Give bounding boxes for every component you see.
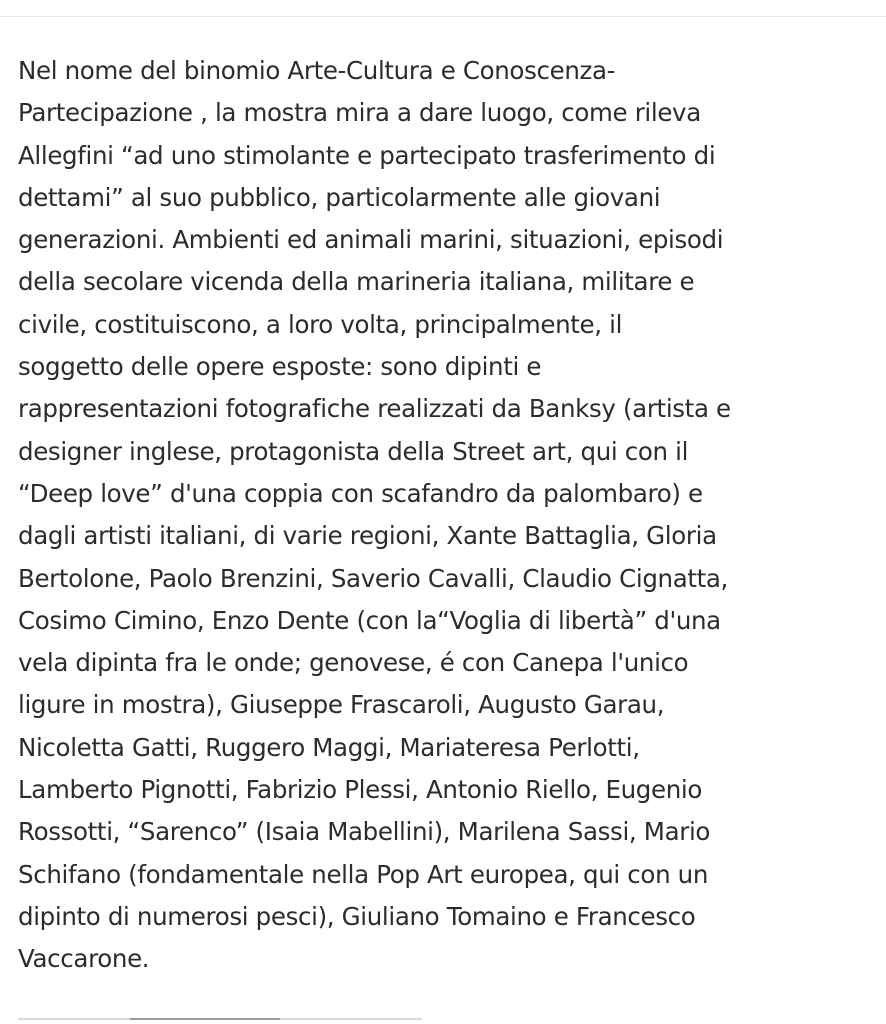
paragraph-line: Rossotti, “Sarenco” (Isaia Mabellini), Marilena Sassi, Mario — [18, 817, 711, 847]
paragraph-line: Allegfini “ad uno stimolante e partecipato trasferimento di — [18, 140, 716, 170]
paragraph-line: Partecipazione , la mostra mira a dare luogo, come rileva — [18, 98, 701, 128]
paragraph-line: vela dipinta fra le onde; genovese, é con Canepa l'unico — [18, 648, 689, 678]
paragraph-line: della secolare vicenda della marineria italiana, militare e — [18, 267, 695, 297]
paragraph-line: soggetto delle opere esposte: sono dipinti e — [18, 352, 542, 382]
paragraph-line: Vaccarone. — [18, 944, 150, 974]
paragraph-line: Lamberto Pignotti, Fabrizio Plessi, Antonio Riello, Eugenio — [18, 775, 703, 805]
paragraph-line: Bertolone, Paolo Brenzini, Saverio Cavalli, Claudio Cignatta, — [18, 563, 728, 593]
paragraph-line: civile, costituiscono, a loro volta, principalmente, il — [18, 309, 623, 339]
paragraph-line: rappresentazioni fotografiche realizzati da Banksy (artista e — [18, 394, 731, 424]
article-body — [18, 50, 878, 981]
paragraph-line: designer inglese, protagonista della Street art, qui con il — [18, 436, 689, 466]
top-divider — [0, 16, 886, 17]
paragraph-line: dagli artisti italiani, di varie regioni, Xante Battaglia, Gloria — [18, 521, 717, 551]
paragraph-line: Schifano (fondamentale nella Pop Art europea, qui con un — [18, 859, 709, 889]
paragraph-line: Cosimo Cimino, Enzo Dente (con la“Voglia di libertà” d'una — [18, 605, 721, 635]
paragraph-line: dipinto di numerosi pesci), Giuliano Tomaino e Francesco — [18, 901, 696, 931]
paragraph-line: dettami” al suo pubblico, particolarmente alle giovani — [18, 182, 661, 212]
paragraph-line: Nicoletta Gatti, Ruggero Maggi, Mariateresa Perlotti, — [18, 732, 640, 762]
bottom-divider-accent — [130, 1018, 280, 1020]
paragraph-line: Nel nome del binomio Arte-Cultura e Conoscenza- — [18, 56, 616, 85]
paragraph-line: ligure in mostra), Giuseppe Frascaroli, Augusto Garau, — [18, 690, 665, 720]
paragraph-line: “Deep love” d'una coppia con scafandro da palombaro) e — [18, 478, 703, 508]
paragraph-line: generazioni. Ambienti ed animali marini, situazioni, episodi — [18, 225, 724, 255]
